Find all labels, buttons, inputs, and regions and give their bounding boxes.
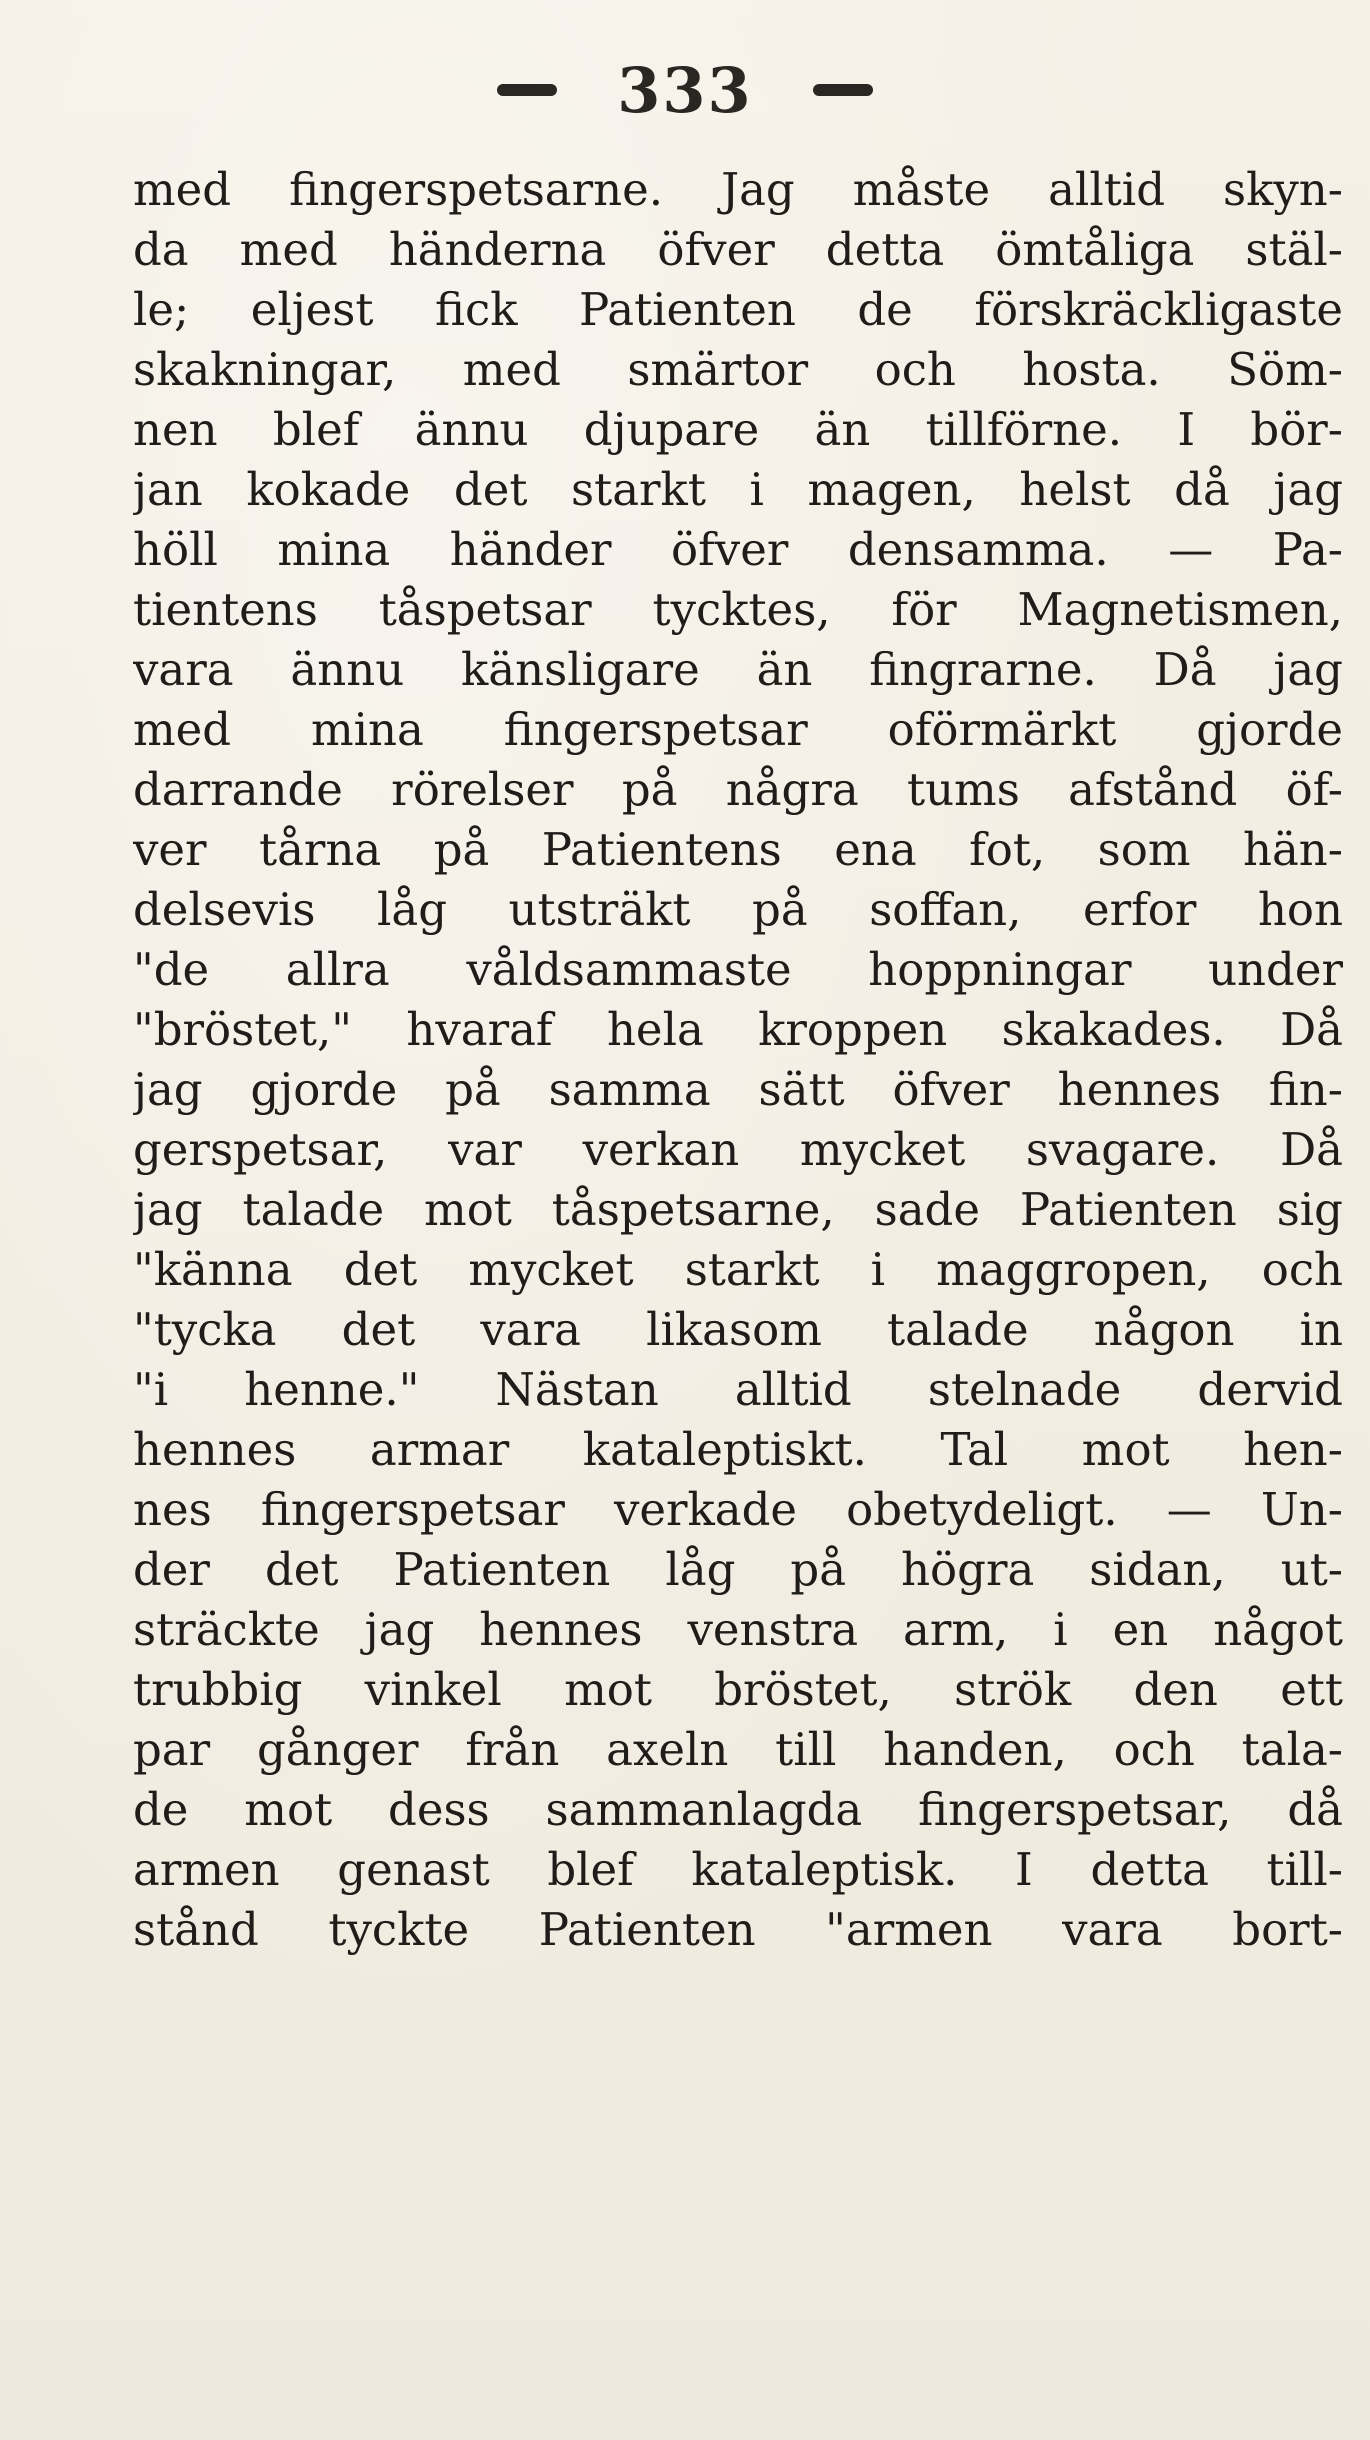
text-line: gerspetsar, var verkan mycket svagare. Då [133,1123,1343,1176]
text-line: ver tårna på Patientens ena fot, som hän- [133,823,1343,876]
text-line: jag talade mot tåspetsarne, sade Patienten sig [133,1183,1343,1236]
text-line: delsevis låg utsträkt på soffan, erfor hon [133,883,1343,936]
text-line: nes fingerspetsar verkade obetydeligt. — Un- [133,1483,1343,1536]
page-number: 333 [617,53,753,127]
text-line: tientens tåspetsar tycktes, för Magnetismen, [133,583,1343,636]
left-ornament-dash [497,84,557,96]
text-line: jag gjorde på samma sätt öfver hennes fin- [133,1063,1343,1116]
text-line: stånd tyckte Patienten "armen vara bort- [133,1903,1343,1956]
page-header [0,50,1370,130]
text-line: höll mina händer öfver densamma. — Pa- [133,523,1343,576]
text-line: hennes armar kataleptiskt. Tal mot hen- [133,1423,1343,1476]
text-line: vara ännu känsligare än fingrarne. Då jag [133,643,1343,696]
text-line: sträckte jag hennes venstra arm, i en något [133,1603,1343,1656]
right-ornament-dash [813,84,873,96]
text-line: nen blef ännu djupare än tillförne. I bör- [133,403,1343,456]
text-line: "tycka det vara likasom talade någon in [133,1303,1343,1356]
text-line: de mot dess sammanlagda fingerspetsar, då [133,1783,1343,1836]
text-line: "bröstet," hvaraf hela kroppen skakades. Då [133,1003,1343,1056]
text-line: "i henne." Nästan alltid stelnade dervid [133,1363,1343,1416]
text-line: darrande rörelser på några tums afstånd öf- [133,763,1343,816]
text-line: der det Patienten låg på högra sidan, ut- [133,1543,1343,1596]
text-line: "känna det mycket starkt i maggropen, och [133,1243,1343,1296]
text-line: med fingerspetsarne. Jag måste alltid skyn- [133,163,1343,216]
text-line: jan kokade det starkt i magen, helst då jag [133,463,1343,516]
text-line: da med händerna öfver detta ömtåliga stäl- [133,223,1343,276]
text-line: "de allra våldsammaste hoppningar under [133,943,1343,996]
text-line: skakningar, med smärtor och hosta. Söm- [133,343,1343,396]
body-text [133,160,1343,1960]
text-line: par gånger från axeln till handen, och tala- [133,1723,1343,1776]
text-line: armen genast blef kataleptisk. I detta till- [133,1843,1343,1896]
text-line: med mina fingerspetsar oförmärkt gjorde [133,703,1343,756]
text-line: trubbig vinkel mot bröstet, strök den ett [133,1663,1343,1716]
text-line: le; eljest fick Patienten de förskräckligaste [133,283,1343,336]
